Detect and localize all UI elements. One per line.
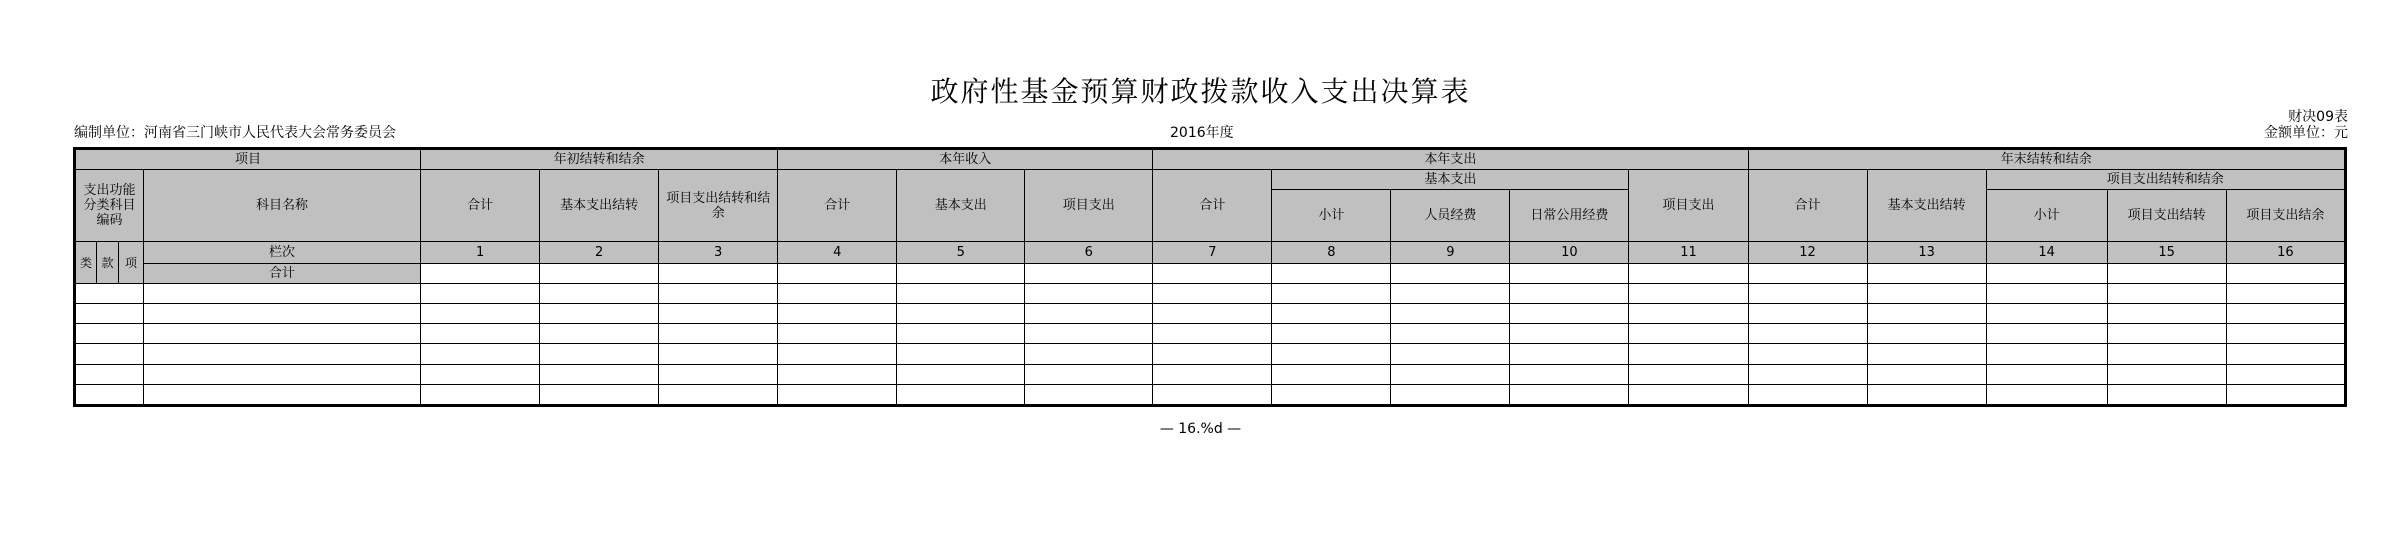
header-income-project: 项目支出 bbox=[1025, 170, 1153, 242]
table-cell bbox=[897, 263, 1025, 283]
table-cell bbox=[144, 364, 421, 384]
table-cell bbox=[1510, 324, 1629, 344]
table-cell bbox=[1629, 324, 1748, 344]
table-row bbox=[75, 344, 2346, 364]
column-number: 15 bbox=[2107, 242, 2226, 263]
table-cell bbox=[1867, 364, 1986, 384]
table-cell bbox=[421, 324, 540, 344]
table-cell bbox=[144, 304, 421, 324]
header-column-label: 栏次 bbox=[144, 242, 421, 263]
total-row-label: 合计 bbox=[144, 263, 421, 283]
table-cell bbox=[421, 304, 540, 324]
table-cell bbox=[1986, 263, 2107, 283]
table-cell bbox=[2226, 283, 2345, 303]
table-cell bbox=[897, 384, 1025, 405]
table-cell bbox=[1153, 283, 1272, 303]
table-cell bbox=[1629, 384, 1748, 405]
column-number: 3 bbox=[659, 242, 778, 263]
table-cell bbox=[1025, 324, 1153, 344]
column-number: 11 bbox=[1629, 242, 1748, 263]
table-cell bbox=[540, 263, 659, 283]
table-cell bbox=[421, 263, 540, 283]
table-cell bbox=[1391, 344, 1510, 364]
header-expense-basic: 基本支出 bbox=[1272, 170, 1629, 190]
table-cell bbox=[2226, 304, 2345, 324]
column-number: 16 bbox=[2226, 242, 2345, 263]
table-cell bbox=[778, 283, 897, 303]
table-cell bbox=[897, 283, 1025, 303]
table-cell bbox=[1867, 384, 1986, 405]
table-cell bbox=[1986, 283, 2107, 303]
header-expense-total: 合计 bbox=[1153, 170, 1272, 242]
header-lei: 类 bbox=[75, 242, 97, 283]
table-cell bbox=[144, 384, 421, 405]
table-cell bbox=[1153, 384, 1272, 405]
table-cell bbox=[1272, 263, 1391, 283]
table-cell bbox=[778, 324, 897, 344]
header-ending-total: 合计 bbox=[1748, 170, 1867, 242]
table-cell bbox=[1272, 283, 1391, 303]
table-cell bbox=[1391, 283, 1510, 303]
column-number: 7 bbox=[1153, 242, 1272, 263]
table-cell bbox=[540, 283, 659, 303]
header-ending-project-carry: 项目支出结转 bbox=[2107, 190, 2226, 242]
table-cell bbox=[1272, 344, 1391, 364]
header-income-basic: 基本支出 bbox=[897, 170, 1025, 242]
compiling-unit: 编制单位：河南省三门峡市人民代表大会常务委员会 bbox=[74, 125, 396, 141]
table-row bbox=[75, 283, 2346, 303]
table-cell bbox=[1025, 384, 1153, 405]
table-cell bbox=[1510, 344, 1629, 364]
table-cell bbox=[897, 304, 1025, 324]
header-opening-total: 合计 bbox=[421, 170, 540, 242]
budget-table bbox=[73, 147, 2347, 407]
table-cell bbox=[1748, 324, 1867, 344]
fiscal-year: 2016年度 bbox=[1170, 125, 1234, 141]
table-cell bbox=[2226, 364, 2345, 384]
header-opening-project-carry: 项目支出结转和结余 bbox=[659, 170, 778, 242]
table-cell bbox=[1025, 263, 1153, 283]
page-number: — 16.%d — bbox=[1159, 421, 1242, 437]
table-cell bbox=[1748, 344, 1867, 364]
column-number: 6 bbox=[1025, 242, 1153, 263]
table-cell bbox=[1867, 324, 1986, 344]
table-cell bbox=[1391, 263, 1510, 283]
form-number: 财决09表 bbox=[2288, 109, 2348, 125]
column-number: 4 bbox=[778, 242, 897, 263]
table-row bbox=[75, 304, 2346, 324]
table-cell bbox=[540, 324, 659, 344]
table-cell bbox=[2107, 283, 2226, 303]
table-cell bbox=[75, 324, 144, 344]
header-ending-balance: 年末结转和结余 bbox=[1748, 149, 2345, 170]
table-cell bbox=[1510, 304, 1629, 324]
table-cell bbox=[144, 344, 421, 364]
column-number: 14 bbox=[1986, 242, 2107, 263]
column-number: 1 bbox=[421, 242, 540, 263]
table-cell bbox=[75, 344, 144, 364]
table-cell bbox=[2226, 263, 2345, 283]
table-cell bbox=[1748, 263, 1867, 283]
table-cell bbox=[659, 304, 778, 324]
header-row bbox=[75, 149, 2346, 170]
table-cell bbox=[1153, 344, 1272, 364]
header-opening-basic-carry: 基本支出结转 bbox=[540, 170, 659, 242]
table-cell bbox=[2226, 384, 2345, 405]
header-expense-personnel: 人员经费 bbox=[1391, 190, 1510, 242]
table-cell bbox=[2107, 324, 2226, 344]
table-cell bbox=[421, 384, 540, 405]
table-cell bbox=[1867, 263, 1986, 283]
column-number: 12 bbox=[1748, 242, 1867, 263]
header-ending-project-balance: 项目支出结余 bbox=[2226, 190, 2345, 242]
table-cell bbox=[1510, 283, 1629, 303]
header-kuan: 款 bbox=[97, 242, 119, 283]
table-cell bbox=[659, 384, 778, 405]
table-cell bbox=[75, 304, 144, 324]
table-cell bbox=[2107, 384, 2226, 405]
table-cell bbox=[659, 283, 778, 303]
header-expense-project: 项目支出 bbox=[1629, 170, 1748, 242]
table-cell bbox=[1025, 344, 1153, 364]
header-income: 本年收入 bbox=[778, 149, 1153, 170]
table-cell bbox=[421, 283, 540, 303]
table-cell bbox=[540, 344, 659, 364]
column-number: 8 bbox=[1272, 242, 1391, 263]
table-cell bbox=[659, 344, 778, 364]
table-cell bbox=[2107, 364, 2226, 384]
table-cell bbox=[1272, 364, 1391, 384]
table-cell bbox=[1986, 384, 2107, 405]
table-cell bbox=[1025, 283, 1153, 303]
table-cell bbox=[1986, 324, 2107, 344]
table-cell bbox=[1272, 304, 1391, 324]
table-cell bbox=[659, 364, 778, 384]
table-cell bbox=[897, 344, 1025, 364]
table-cell bbox=[1629, 263, 1748, 283]
column-number: 13 bbox=[1867, 242, 1986, 263]
header-subject-name: 科目名称 bbox=[144, 170, 421, 242]
table-cell bbox=[1153, 263, 1272, 283]
header-func-code: 支出功能分类科目编码 bbox=[75, 170, 144, 242]
total-row bbox=[75, 263, 2346, 283]
table-cell bbox=[421, 344, 540, 364]
header-row bbox=[75, 170, 2346, 190]
table-row bbox=[75, 384, 2346, 405]
header-income-total: 合计 bbox=[778, 170, 897, 242]
table-cell bbox=[778, 344, 897, 364]
table-cell bbox=[1629, 283, 1748, 303]
table-cell bbox=[1510, 384, 1629, 405]
table-cell bbox=[1025, 304, 1153, 324]
table-cell bbox=[1986, 364, 2107, 384]
table-cell bbox=[1867, 283, 1986, 303]
table-cell bbox=[1986, 344, 2107, 364]
table-cell bbox=[778, 364, 897, 384]
column-number-row bbox=[75, 242, 2346, 263]
table-row bbox=[75, 364, 2346, 384]
table-cell bbox=[144, 324, 421, 344]
table-cell bbox=[1510, 364, 1629, 384]
header-ending-basic-carry: 基本支出结转 bbox=[1867, 170, 1986, 242]
table-cell bbox=[1748, 283, 1867, 303]
table-cell bbox=[1153, 364, 1272, 384]
table-cell bbox=[897, 324, 1025, 344]
table-cell bbox=[75, 283, 144, 303]
table-cell bbox=[1748, 384, 1867, 405]
table-cell bbox=[1629, 364, 1748, 384]
table-cell bbox=[1748, 364, 1867, 384]
table-cell bbox=[1867, 344, 1986, 364]
table-cell bbox=[1272, 324, 1391, 344]
header-xiang: 项 bbox=[119, 242, 144, 283]
table-cell bbox=[1391, 304, 1510, 324]
table-cell bbox=[2107, 304, 2226, 324]
table-cell bbox=[1748, 304, 1867, 324]
header-expense: 本年支出 bbox=[1153, 149, 1748, 170]
table-cell bbox=[75, 384, 144, 405]
table-cell bbox=[778, 263, 897, 283]
table-cell bbox=[1986, 304, 2107, 324]
table-cell bbox=[1153, 324, 1272, 344]
column-number: 9 bbox=[1391, 242, 1510, 263]
table-cell bbox=[1391, 384, 1510, 405]
table-cell bbox=[897, 364, 1025, 384]
table-cell bbox=[2107, 344, 2226, 364]
table-cell bbox=[778, 384, 897, 405]
header-item: 项目 bbox=[75, 149, 421, 170]
table-cell bbox=[659, 324, 778, 344]
column-number: 2 bbox=[540, 242, 659, 263]
header-ending-subtotal: 小计 bbox=[1986, 190, 2107, 242]
table-cell bbox=[2226, 344, 2345, 364]
table-cell bbox=[1629, 304, 1748, 324]
table-cell bbox=[75, 364, 144, 384]
column-number: 5 bbox=[897, 242, 1025, 263]
table-cell bbox=[144, 283, 421, 303]
table-cell bbox=[1867, 304, 1986, 324]
header-expense-subtotal: 小计 bbox=[1272, 190, 1391, 242]
table-cell bbox=[1153, 304, 1272, 324]
table-cell bbox=[540, 364, 659, 384]
table-cell bbox=[540, 384, 659, 405]
header-expense-public: 日常公用经费 bbox=[1510, 190, 1629, 242]
table-row bbox=[75, 324, 2346, 344]
table-cell bbox=[540, 304, 659, 324]
header-ending-project-group: 项目支出结转和结余 bbox=[1986, 170, 2345, 190]
table-cell bbox=[2107, 263, 2226, 283]
table-cell bbox=[2226, 324, 2345, 344]
table-cell bbox=[1391, 364, 1510, 384]
column-number: 10 bbox=[1510, 242, 1629, 263]
table-cell bbox=[1025, 364, 1153, 384]
table-cell bbox=[1272, 384, 1391, 405]
table-cell bbox=[659, 263, 778, 283]
table-cell bbox=[1629, 344, 1748, 364]
header-opening-balance: 年初结转和结余 bbox=[421, 149, 778, 170]
amount-unit: 金额单位：元 bbox=[2264, 125, 2348, 141]
page-title: 政府性基金预算财政拨款收入支出决算表 bbox=[930, 75, 1471, 108]
table-cell bbox=[778, 304, 897, 324]
table-cell bbox=[421, 364, 540, 384]
table-cell bbox=[1391, 324, 1510, 344]
table-cell bbox=[1510, 263, 1629, 283]
